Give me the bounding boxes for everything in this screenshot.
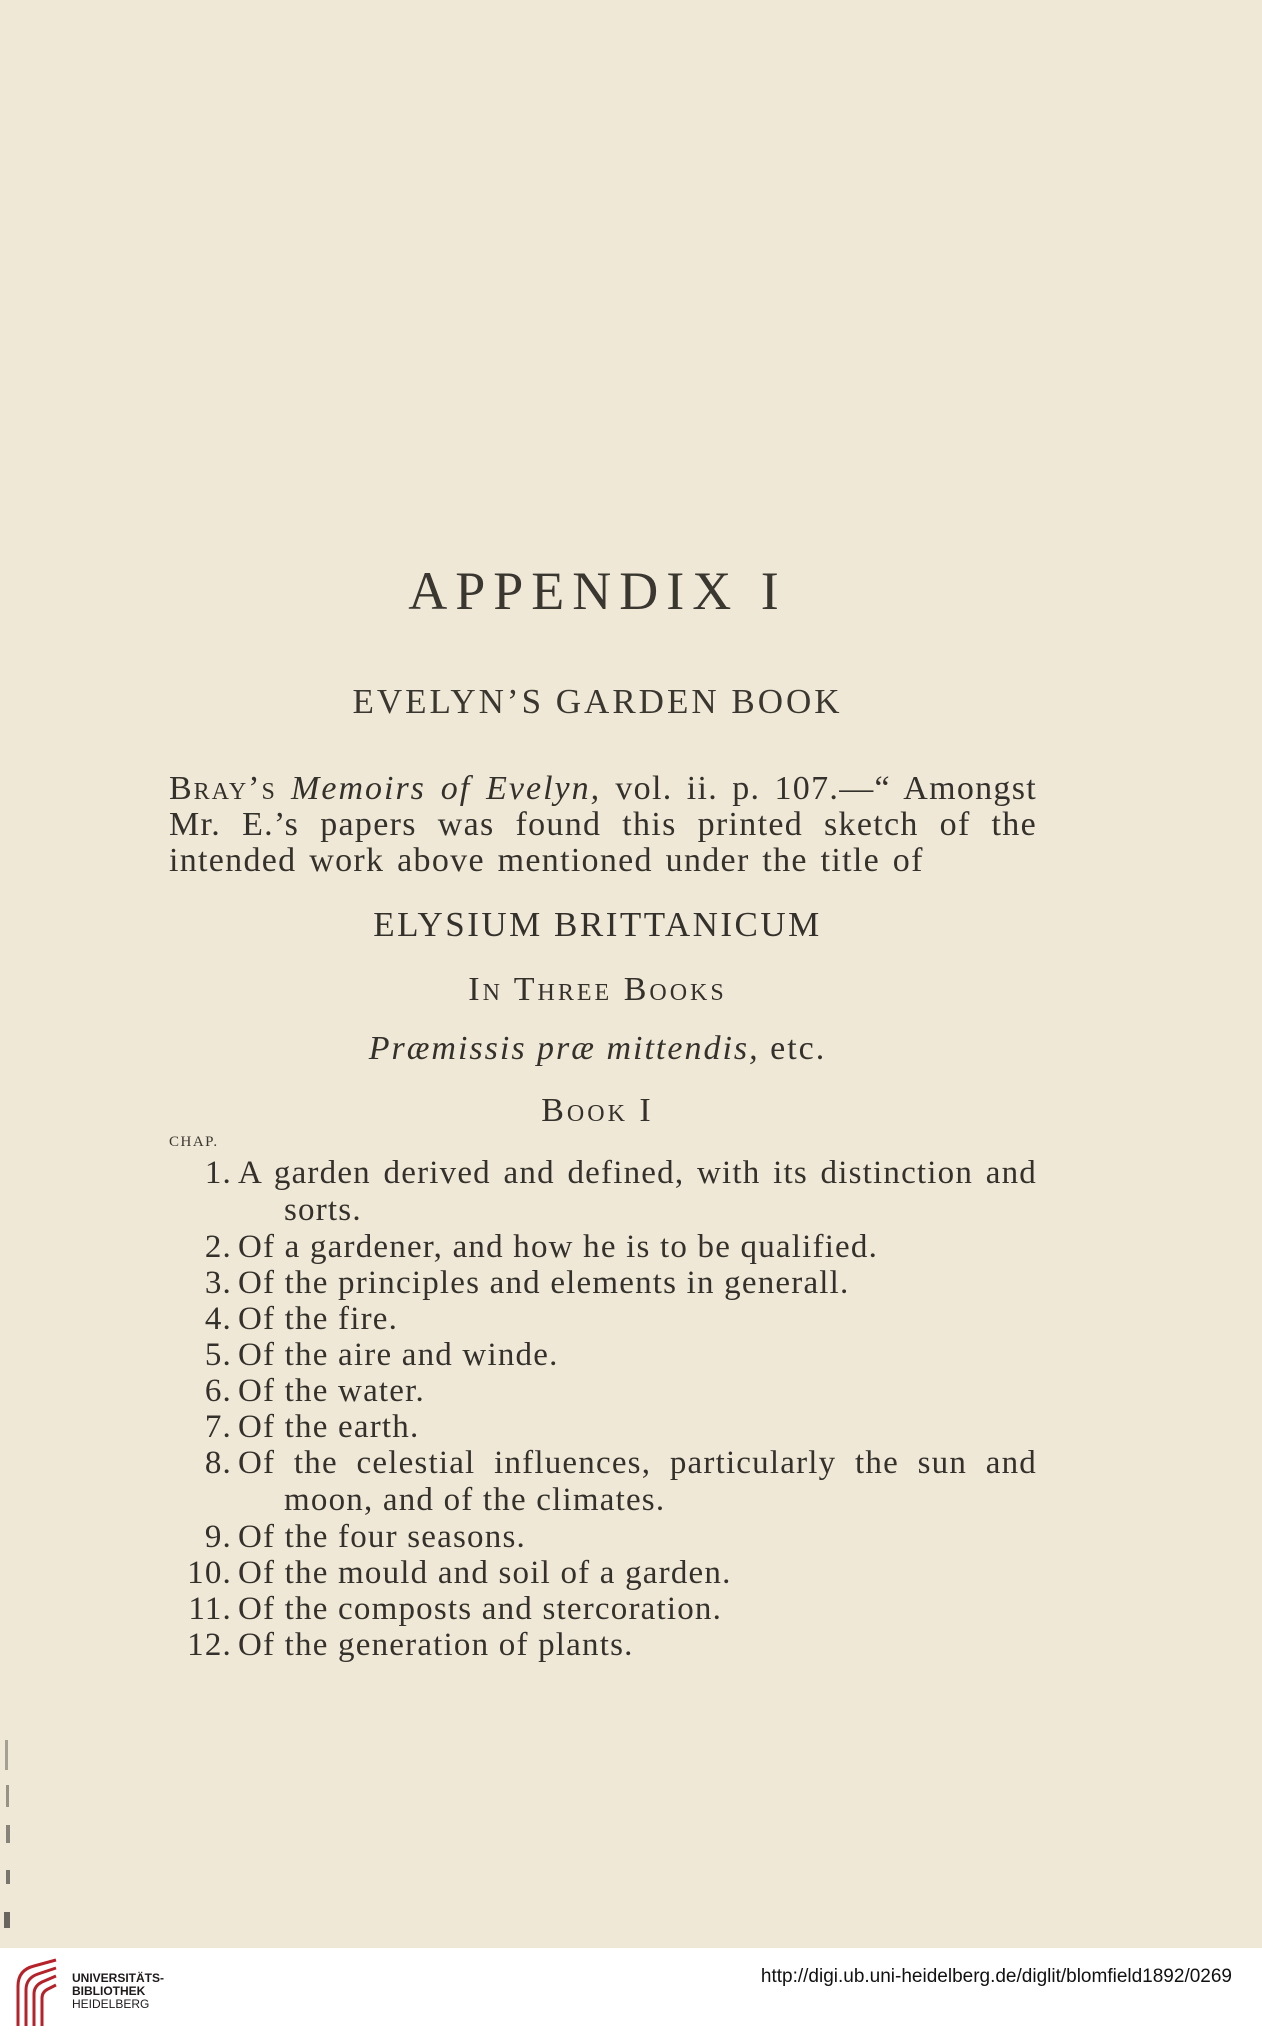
chapter-text: Of the celestial influences, particularly the sun and: [238, 1445, 1037, 1481]
chapter-number: 1.: [204, 1155, 232, 1191]
elysium-title: ELYSIUM BRITTANICUM: [373, 905, 822, 944]
chapter-text: Of the principles and elements in generall.: [238, 1265, 850, 1301]
chapter-number: 10.: [187, 1555, 232, 1591]
chapter-number: 5.: [204, 1337, 232, 1373]
chapter-number: 11.: [188, 1591, 232, 1627]
scan-margin-mark: [6, 1785, 9, 1807]
chapter-text: Of the four seasons.: [238, 1519, 526, 1555]
chapter-number: 8.: [204, 1445, 232, 1481]
source-url-link[interactable]: http://digi.ub.uni-heidelberg.de/diglit/blomfield1892/0269: [760, 1966, 1232, 1987]
scan-margin-mark: [4, 1912, 10, 1928]
appendix-title: APPENDIX I: [408, 561, 787, 621]
chapter-number: 7.: [204, 1409, 232, 1445]
chapter-text: Of the composts and stercoration.: [238, 1591, 723, 1627]
chapter-text: Of the aire and winde.: [238, 1337, 559, 1373]
scan-margin-mark: [5, 1740, 8, 1770]
motto-etc: etc.: [770, 1030, 827, 1067]
chapter-text-continued: moon, and of the climates.: [284, 1482, 666, 1518]
chapter-text: Of the water.: [238, 1373, 425, 1409]
chapter-text: Of a gardener, and how he is to be qualified.: [238, 1229, 879, 1265]
intro-line-3: intended work above mentioned under the title of: [169, 842, 924, 879]
chapter-text: A garden derived and defined, with its distinction and: [238, 1155, 1037, 1191]
motto-line: [0, 1030, 1195, 1068]
chapter-text: Of the fire.: [238, 1301, 399, 1337]
book-heading: Book I: [541, 1092, 654, 1129]
university-library-logo-icon: [12, 1956, 62, 2030]
chapter-text: Of the mould and soil of a garden.: [238, 1555, 732, 1591]
library-name: [72, 1972, 164, 2011]
library-footer: [0, 1948, 1262, 2039]
library-name-line-2: BIBLIOTHEK: [72, 1984, 146, 1998]
garden-book-subtitle: EVELYN’S GARDEN BOOK: [352, 682, 843, 721]
work-title-italic: Memoirs of Evelyn,: [291, 770, 602, 807]
author-name: Bray’s: [169, 770, 277, 807]
chapter-text-continued: sorts.: [284, 1192, 362, 1228]
chapter-number: 6.: [204, 1373, 232, 1409]
three-books-line: In Three Books: [468, 971, 727, 1008]
library-name-line-1: UNIVERSITÄTS-: [72, 1971, 165, 1985]
motto-latin: Præmissis præ mittendis,: [368, 1030, 760, 1067]
intro-line-1: [169, 770, 1037, 808]
chapter-text: Of the earth.: [238, 1409, 420, 1445]
library-name-line-3: HEIDELBERG: [72, 1997, 150, 2011]
chapter-text: Of the generation of plants.: [238, 1627, 634, 1663]
chapter-number: 9.: [204, 1519, 232, 1555]
chapter-number: 4.: [204, 1301, 232, 1337]
intro-line-2: Mr. E.’s papers was found this printed sketch of the: [169, 806, 1037, 843]
scan-margin-mark: [6, 1870, 10, 1884]
scan-margin-mark: [6, 1825, 10, 1843]
chapter-number: 12.: [187, 1627, 232, 1663]
intro-reference: vol. ii. p. 107.—“ Amongst: [615, 770, 1037, 807]
chapter-label: CHAP.: [169, 1134, 219, 1150]
chapter-number: 3.: [204, 1265, 232, 1301]
chapter-number: 2.: [204, 1229, 232, 1265]
